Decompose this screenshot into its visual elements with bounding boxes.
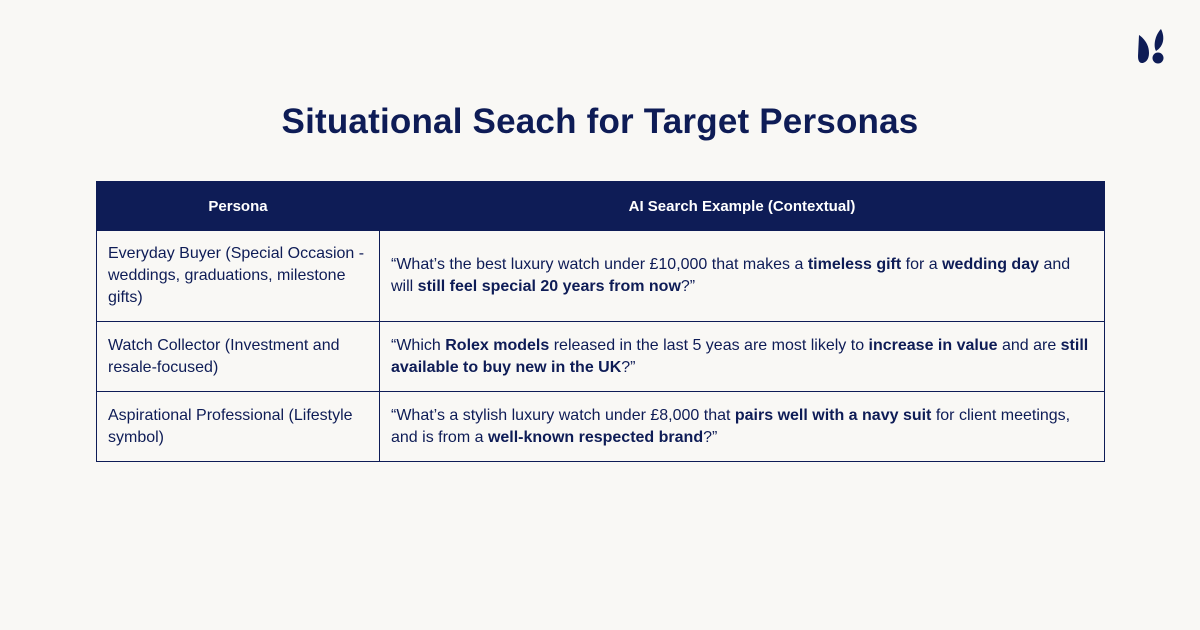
example-text: ?” <box>703 428 718 446</box>
example-text: ?” <box>680 278 696 295</box>
example-text: released in the last 5 yeas are most likely to <box>549 336 869 354</box>
page-title: Situational Seach for Target Personas <box>281 102 919 141</box>
table-row <box>97 231 1105 322</box>
example-text: for a <box>901 256 943 273</box>
example-bold-text: wedding day <box>942 256 1039 273</box>
example-cell <box>380 392 1105 462</box>
example-cell <box>380 322 1105 392</box>
example-bold-text: Rolex models <box>445 336 550 354</box>
example-text: “What’s the best luxury watch under £10,000 that makes a <box>391 256 808 273</box>
example-text: and are <box>997 336 1061 354</box>
header-persona: Persona <box>97 182 380 231</box>
leaf-brand-icon <box>1136 27 1166 65</box>
example-text: “What’s a stylish luxury watch under £8,000 that <box>391 406 735 424</box>
persona-table <box>96 181 1105 462</box>
table-row <box>97 322 1105 392</box>
example-text: ?” <box>621 358 636 376</box>
table-header-row <box>97 182 1105 231</box>
example-cell <box>380 231 1105 322</box>
example-text: for client meetings, and is from a <box>391 406 1071 446</box>
example-bold-text: well-known respected brand <box>487 428 704 446</box>
header-ai-search-example: AI Search Example (Contextual) <box>380 182 1105 231</box>
example-bold-text: still feel special 20 years from now <box>417 278 681 295</box>
example-bold-text: still available to buy new in the UK <box>391 336 1089 376</box>
persona-cell: Everyday Buyer (Special Occasion - weddings, graduations, milestone gifts) <box>97 231 380 322</box>
example-bold-text: increase in value <box>868 336 998 354</box>
example-bold-text: timeless gift <box>807 256 902 273</box>
example-text: “Which <box>391 336 446 354</box>
persona-cell: Watch Collector (Investment and resale-focused) <box>97 322 380 392</box>
example-text: and will <box>391 256 1071 295</box>
table-row <box>97 392 1105 462</box>
persona-cell: Aspirational Professional (Lifestyle symbol) <box>97 392 380 462</box>
example-bold-text: pairs well with a navy suit <box>734 406 932 424</box>
